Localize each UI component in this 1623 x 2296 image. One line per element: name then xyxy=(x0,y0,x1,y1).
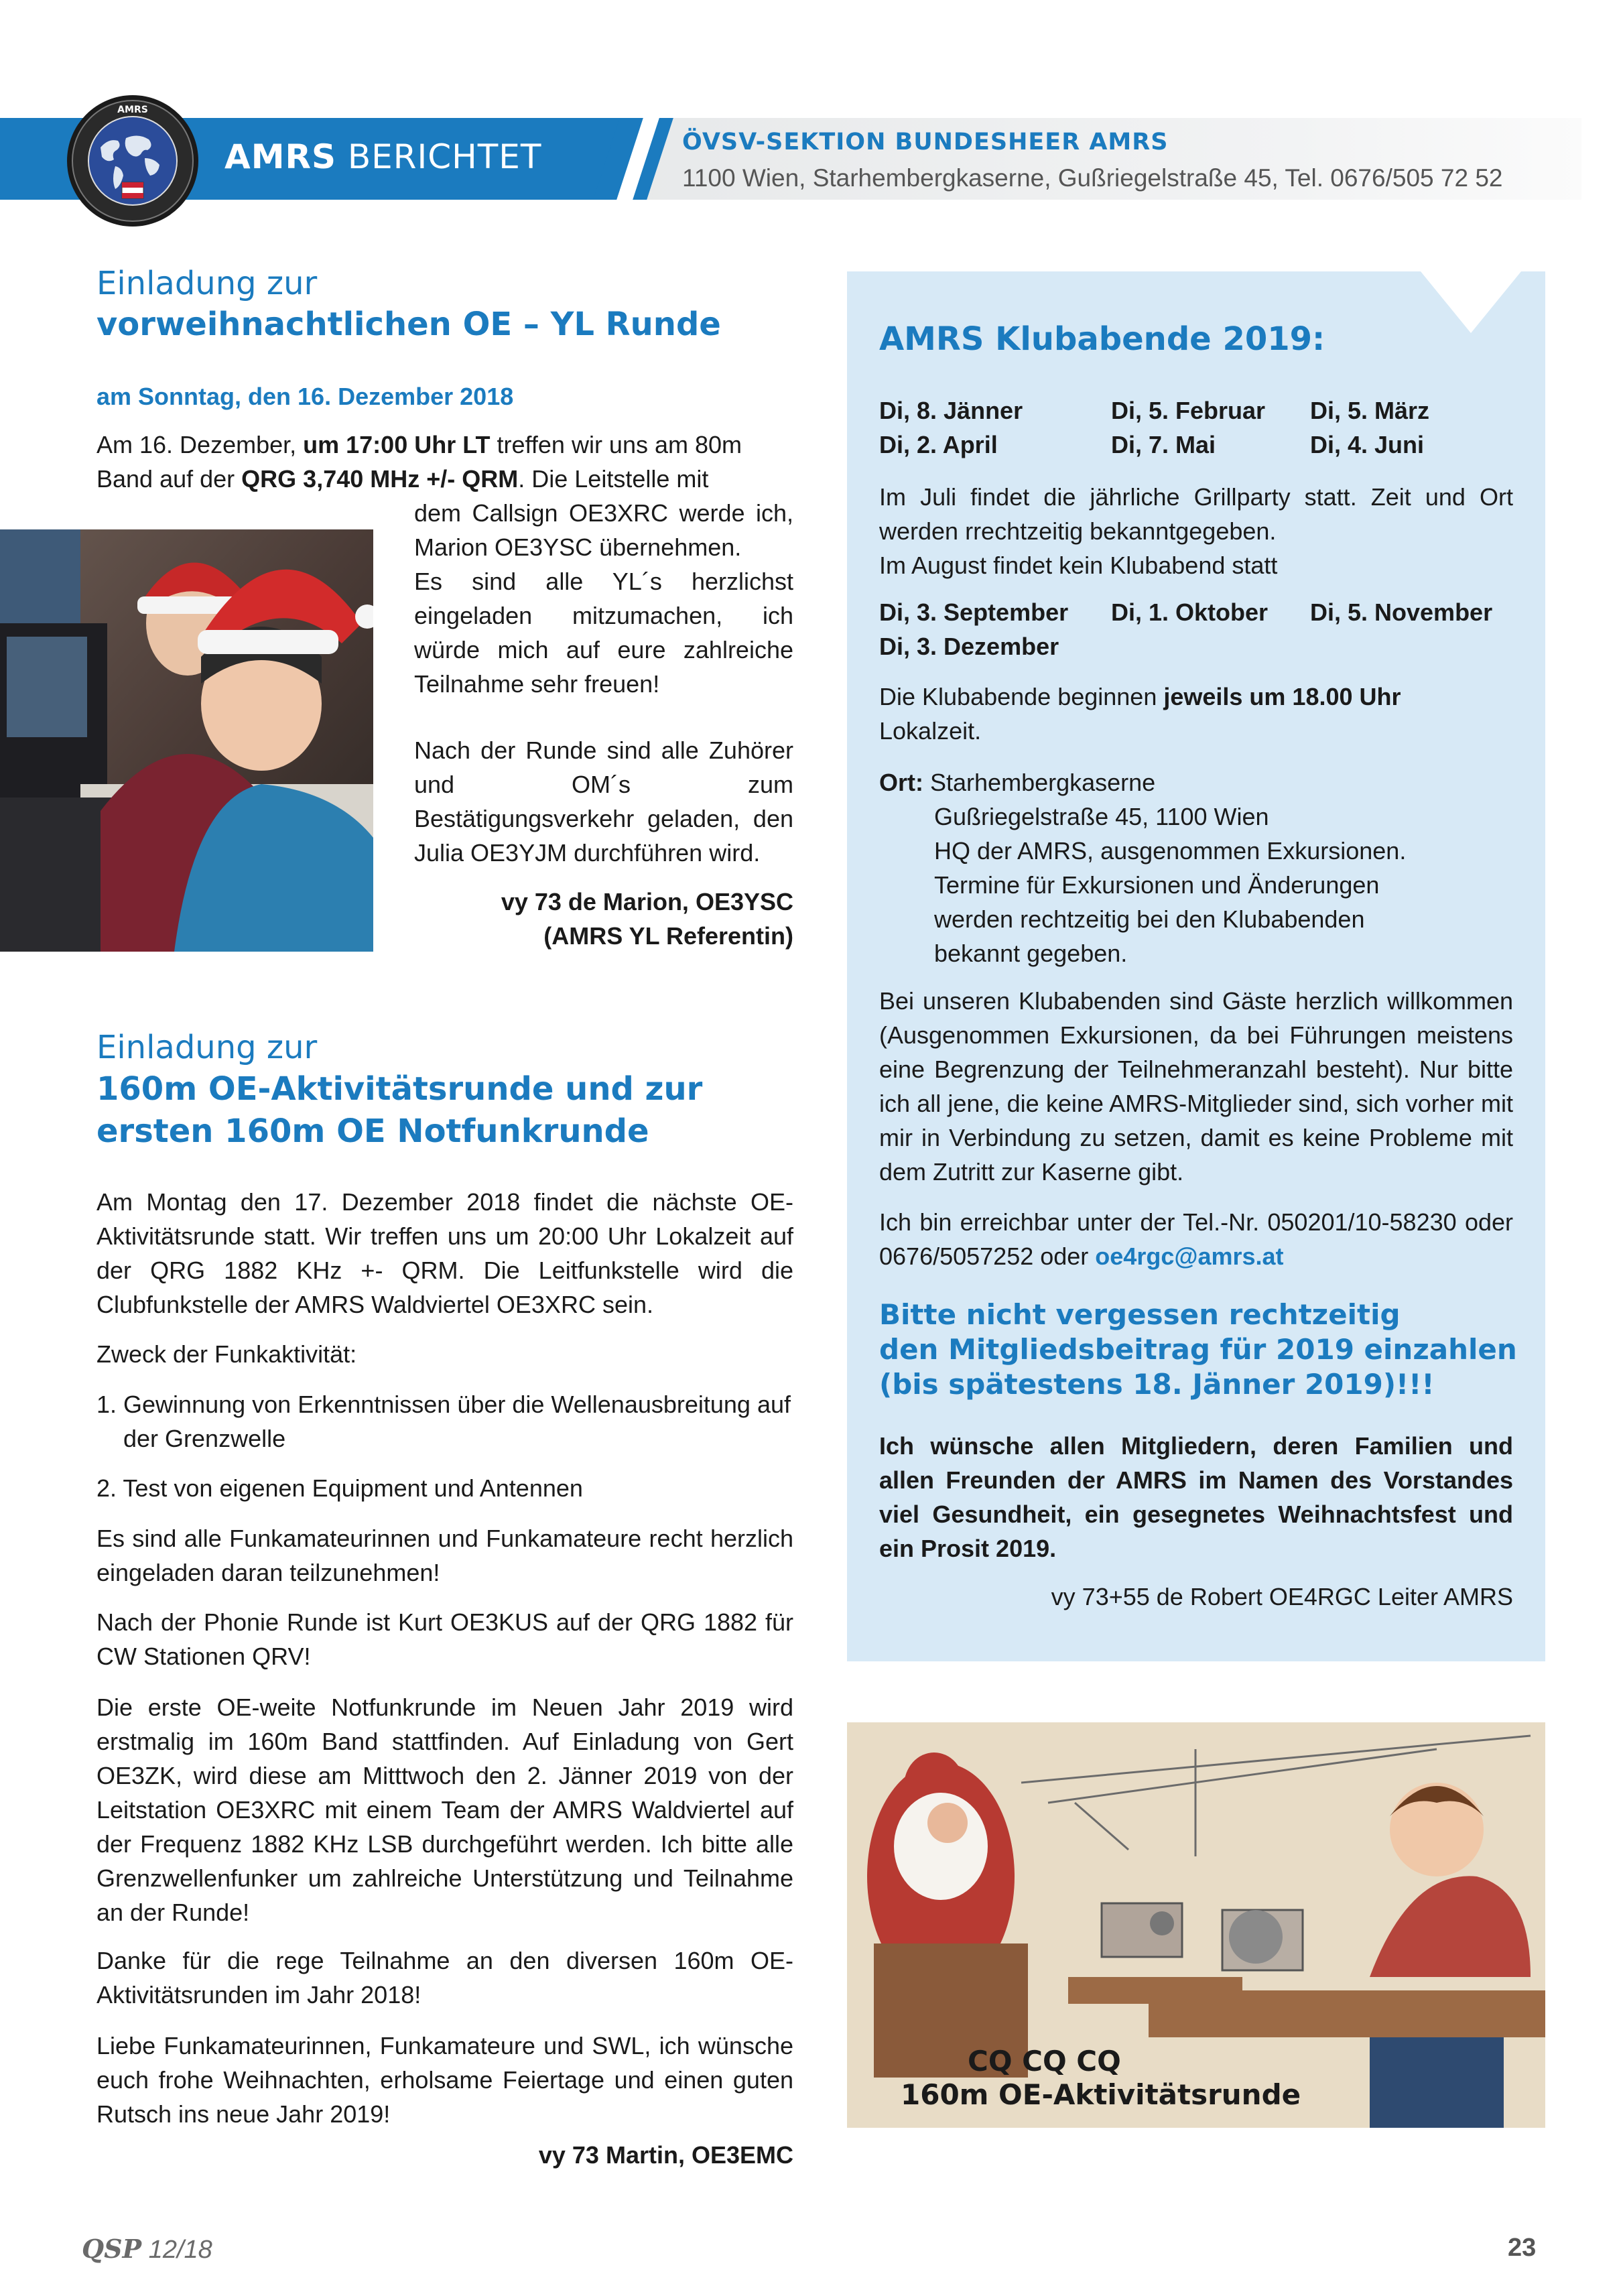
article1-p1-time: um 17:00 Uhr LT xyxy=(303,431,491,458)
article2-signature: vy 73 Martin, OE3EMC xyxy=(538,2141,793,2169)
panel-contact-text: Ich bin erreichbar unter der Tel.-Nr. 050201/10-58230 oder 0676/5057252 oder xyxy=(879,1208,1513,1270)
date-jun: Di, 4. Juni xyxy=(1310,431,1425,458)
footer-issue xyxy=(82,2234,212,2265)
article2-p4: Nach der Phonie Runde ist Kurt OE3KUS auf der QRG 1882 für CW Stationen QRV! xyxy=(96,1608,793,1670)
ort-line4: Termine für Exkursionen und Änderungen xyxy=(934,871,1380,899)
article2-p3: Es sind alle Funkamateurinnen und Funkamateure recht herzlich eingeladen daran teilzunehmen! xyxy=(96,1525,793,1586)
page-number: 23 xyxy=(1508,2234,1537,2262)
article2-p7: Liebe Funkamateurinnen, Funkamateure und SWL, ich wünsche euch frohe Weihnachten, erholsame Feiertage und einen guten Rutsch ins neue Jahr 2019! xyxy=(96,2032,793,2128)
article2-p1: Am Montag den 17. Dezember 2018 findet die nächste OE-Aktivitätsrunde statt. Wir treffen uns um 20:00 Uhr Lokalzeit auf der QRG 1882 KHz +- QRM. Die Leitfunkstelle wird die Clubfunkstelle der AMRS Waldviertel OE3XRC sein. xyxy=(96,1188,793,1318)
cartoon-caption1: CQ CQ CQ xyxy=(968,2045,1121,2078)
date-feb: Di, 5. Februar xyxy=(1111,397,1266,424)
reminder-line2: den Mitgliedsbeitrag für 2019 einzahlen xyxy=(879,1333,1517,1366)
article1-p1-rest: dem Callsign OE3XRC werde ich, Marion OE3YSC übernehmen. xyxy=(414,499,793,561)
santa-radio-cartoon xyxy=(847,1722,1545,2128)
ort-label: Ort: xyxy=(879,769,923,796)
article2-item2: 2. Test von eigenen Equipment und Antennen xyxy=(96,1474,583,1502)
article2-p5: Die erste OE-weite Notfunkrunde im Neuen Jahr 2019 wird erstmalig im 160m Band stattfinden. Auf Einladung von Gert OE3ZK, wird diese am Mitttwoch den 2. Jänner 2019 von der Leitstation OE3XRC mit einem Team der AMRS Waldviertel auf der Frequenz 1882 KHz LSB durchgeführt werden. Ich bitte alle Grenzwellenfunker um zahlreiche Unterstützung und Teilnahme an der Runde! xyxy=(96,1694,793,1926)
date-jan: Di, 8. Jänner xyxy=(879,397,1023,424)
article2-heading-bold2: ersten 160m OE Notfunkrunde xyxy=(96,1112,649,1150)
panel-guests: Bei unseren Klubabenden sind Gäste herzlich willkommen (Ausgenommen Exkursionen, da bei Führungen meistens eine Begrenzung der Teilnehmeranzahl besteht). Nur bitte ich all jene, die keine AMRS-Mitglieder sind, sich vorher mit mir in Verbindung zu setzen, damit es keine Probleme mit dem Zutritt zur Kaserne gibt. xyxy=(879,987,1513,1186)
article1-p1-d: . Die Leitstelle mit xyxy=(518,465,709,493)
article1-p1-a: Am 16. Dezember, xyxy=(96,431,304,458)
date-nov: Di, 5. November xyxy=(1310,598,1493,626)
panel-ort xyxy=(879,765,1513,970)
date-dec: Di, 3. Dezember xyxy=(879,633,1059,660)
article2-heading-bold1: 160m OE-Aktivitätsrunde und zur xyxy=(96,1070,703,1108)
logo-text: AMRS xyxy=(117,105,148,115)
article1-p1-qrg: QRG 3,740 MHz +/- QRM xyxy=(241,465,519,493)
article2-p6: Danke für die rege Teilnahme an den diversen 160m OE-Aktivitätsrunden im Jahr 2018! xyxy=(96,1947,793,2008)
reminder-line1: Bitte nicht vergessen rechtzeitig xyxy=(879,1298,1401,1331)
article1-date: am Sonntag, den 16. Dezember 2018 xyxy=(96,383,514,410)
email-link[interactable]: oe4rgc@amrs.at xyxy=(1095,1242,1284,1270)
panel-time-post: Lokalzeit. xyxy=(879,717,982,745)
reminder-line3: (bis spätestens 18. Jänner 2019)!!! xyxy=(879,1368,1435,1401)
article1-heading-light: Einladung zur xyxy=(96,265,318,302)
header-org: ÖVSV-SEKTION BUNDESHEER AMRS xyxy=(682,129,1169,155)
panel-time-bold: jeweils um 18.00 Uhr xyxy=(1163,683,1401,710)
panel-summer: Im Juli findet die jährliche Grillparty statt. Zeit und Ort werden rrechtzeitig bekanntgegeben. xyxy=(879,483,1513,545)
amrs-logo xyxy=(66,94,200,228)
article1-p1-b: treffen wir uns am 80m xyxy=(490,431,742,458)
header-title xyxy=(224,137,541,176)
article1-p1-lines xyxy=(96,428,793,496)
footer-magazine: QSP xyxy=(82,2234,142,2264)
article1-p1-c: Band auf der xyxy=(96,465,242,493)
panel-title: AMRS Klubabende 2019: xyxy=(879,320,1325,358)
panel-wishes: Ich wünsche allen Mitgliedern, deren Familien und allen Freunden der AMRS im Namen des Vorstandes viel Gesundheit, ein gesegnetes Weihnachtsfest und ein Prosit 2019. xyxy=(879,1432,1513,1562)
date-may: Di, 7. Mai xyxy=(1111,431,1216,458)
panel-time-pre: Die Klubabende beginnen xyxy=(879,683,1164,710)
ort-line2: Gußriegelstraße 45, 1100 Wien xyxy=(934,803,1269,830)
header-title-rest: BERICHTET xyxy=(336,137,542,176)
panel-time xyxy=(879,680,1513,748)
article2-p2: Zweck der Funkaktivität: xyxy=(96,1340,357,1368)
article2-heading-light: Einladung zur xyxy=(96,1029,318,1066)
article1-p2: Es sind alle YL´s herzlichst eingeladen mitzumachen, ich würde mich auf eure zahlreiche Teilnahme sehr freuen! xyxy=(414,568,793,698)
panel-august: Im August findet kein Klubabend statt xyxy=(879,552,1278,579)
header-address: 1100 Wien, Starhembergkaserne, Gußriegelstraße 45, Tel. 0676/505 72 52 xyxy=(682,164,1503,192)
article1-heading-bold: vorweihnachtlichen OE – YL Runde xyxy=(96,306,721,343)
date-mar: Di, 5. März xyxy=(1310,397,1430,424)
cartoon-caption2: 160m OE-Aktivitätsrunde xyxy=(901,2078,1301,2111)
panel-signature: vy 73+55 de Robert OE4RGC Leiter AMRS xyxy=(1051,1583,1513,1610)
ort-line3: HQ der AMRS, ausgenommen Exkursionen. xyxy=(934,837,1407,865)
article1-signature xyxy=(414,885,793,953)
date-apr: Di, 2. April xyxy=(879,431,998,458)
article1-sign-line2: (AMRS YL Referentin) xyxy=(543,922,793,950)
article2-item1: 1. Gewinnung von Erkenntnissen über die Wellenausbreitung auf der Grenzwelle xyxy=(96,1391,791,1452)
date-oct: Di, 1. Oktober xyxy=(1111,598,1269,626)
date-sep: Di, 3. September xyxy=(879,598,1069,626)
ort-line6: bekannt gegeben. xyxy=(934,940,1128,967)
ort-line5: werden rechtzeitig bei den Klubabenden xyxy=(934,905,1365,933)
article1-p3: Nach der Runde sind alle Zuhörer und OM´s zum Bestätigungsverkehr geladen, den Julia OE3YJM durchführen wird. xyxy=(414,737,793,867)
panel-contact xyxy=(879,1205,1513,1273)
header-title-bold: AMRS xyxy=(224,137,336,176)
footer-issue-number: 12/18 xyxy=(141,2236,212,2264)
yl-photo xyxy=(0,529,373,952)
ort-line1: Starhembergkaserne xyxy=(930,769,1156,796)
panel-notch xyxy=(1421,271,1521,333)
article1-sign-line1: vy 73 de Marion, OE3YSC xyxy=(501,888,793,915)
